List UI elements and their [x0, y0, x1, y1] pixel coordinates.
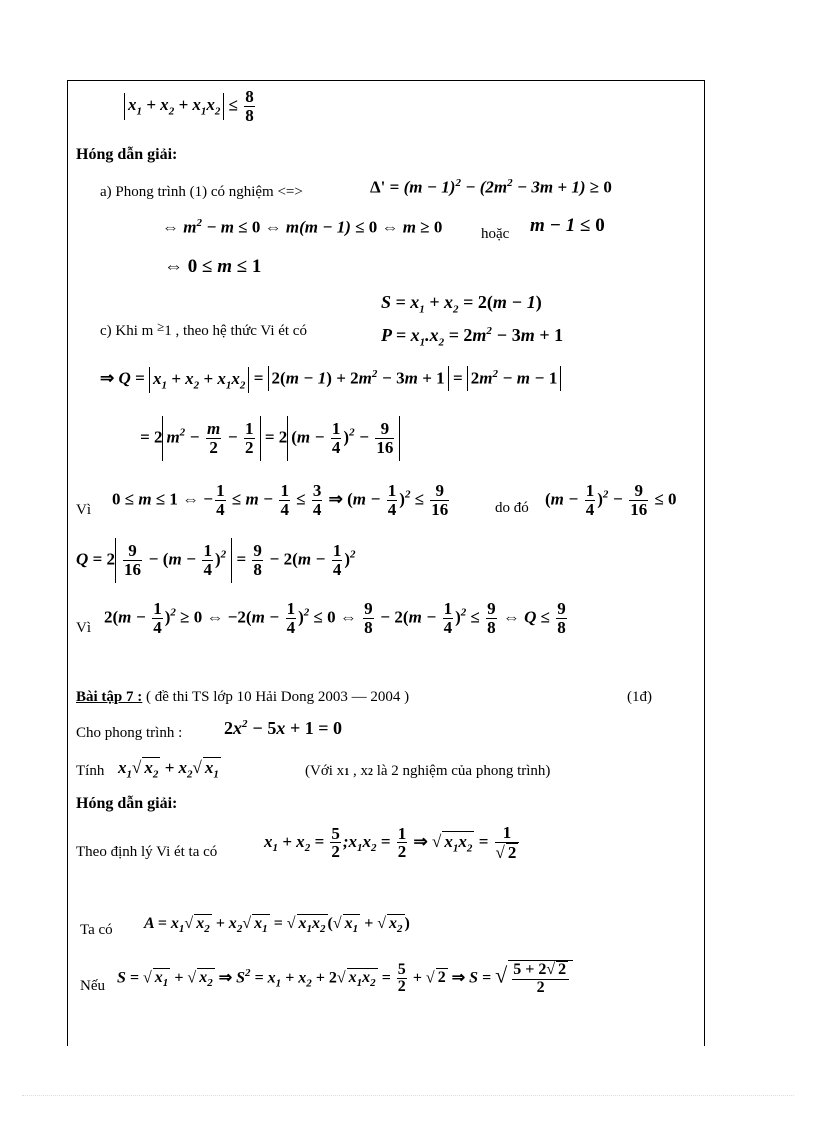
- part-c-intro: c) Khi m ≥1 , theo hệ thức Vi ét có: [100, 319, 307, 339]
- viet-intro: Theo định lý Vi ét ta có: [76, 844, 218, 860]
- word-do-do: do đó: [495, 500, 529, 516]
- sum-formula: $S = x_1 + x_2 = 2(m - 1)$: [381, 292, 542, 316]
- viet-relations: $x_1 + x_2$ = $\frac{5}{2}$ $;x_1x_2$ = $\frac{1}{2}$ ⇒ √ $x_1x_2$ = $\frac{1}{√ 2}$: [264, 824, 521, 862]
- q-expression-line-2: = 2 $m^2$ − $\frac{m}{2}$ − $\frac{1}{2}$ = 2 (m − $\frac{1}{4}$ )$^2$ − $\frac{9}{16}$: [140, 416, 400, 461]
- s-expression: S = √ $x_1$ + √ $x_2$ ⇒ $S^2 = x_1 + x_2 + 2√$ $x_1x_2$ = $\frac{5}{2}$ + √ 2 ⇒ S = √ $\frac{5 + 2√ 2}{2}$: [117, 960, 573, 997]
- exercise7-note: (Với x1 , x2 là 2 nghiệm của phong trình): [305, 763, 551, 779]
- page-footer-divider: [22, 1095, 794, 1096]
- discriminant-formula: $\Delta' = (m - 1)^2 - (2m^2 - 3m + 1) \ge 0$: [370, 177, 612, 197]
- exercise7-given: Cho phong trình :: [76, 725, 183, 741]
- final-chain: 2(m − $\frac{1}{4}$ )$^2$ ≥ 0 ⇔ −2(m − $\frac{1}{4}$ )$^2$ ≤ 0 ⇔ $\frac{9}{8}$ − 2(m − $\frac{1}{4}$ )$^2$ ≤ $\frac{9}{8}$ ⇔ Q ≤ $\frac{9}{8}$: [104, 599, 566, 637]
- exercise7-title: Bài tập 7 : ( đề thi TS lớp 10 Hải Dong 2003 — 2004 ): [76, 689, 410, 705]
- a-expression: $A = x_1√$ $x_2 + x_2√$ $x_1$ = √ $x_1x_2$ (√ $x_1$ + √ $x_2$ ): [144, 915, 410, 936]
- product-formula: $P = x_1.x_2 = 2m^2 - 3m + 1$: [381, 325, 564, 349]
- inequality-q-bound: $x_1 + x_2 + x_1x_2$ ≤ $\frac{8}{8}$: [124, 88, 257, 125]
- word-vi-1: Vì: [76, 502, 91, 518]
- derived-inequality: (m − $\frac{1}{4}$ )$^2$ − $\frac{9}{16}$ ≤ 0: [545, 481, 677, 519]
- word-or: hoặc: [481, 226, 510, 242]
- word-vi-2: Vì: [76, 620, 91, 636]
- equivalence-line-1: ⇔ $m^2 - m \le 0$ ⇔ m(m − 1) ≤ 0 ⇔ m ≥ 0: [162, 217, 443, 237]
- exercise7-points: (1đ): [627, 689, 652, 705]
- condition-m-minus-1: m − 1 ≤ 0: [530, 215, 605, 236]
- part-a-intro: a) Phong trình (1) có nghiệm <=>: [100, 184, 303, 200]
- neu: Nếu: [80, 978, 105, 994]
- target-expression: $x_1√$ $x_2 + x_2√$ $x_1$: [118, 758, 219, 781]
- range-implication: 0 ≤ m ≤ 1 ⇔ − $\frac{1}{4}$ ≤ m − $\frac{1}{4}$ ≤ $\frac{3}{4}$ ⇒ (m − $\frac{1}{4}$ )$^2$ ≤ $\frac{9}{16}$: [112, 481, 449, 519]
- equivalence-line-2: ⇔ 0 ≤ m ≤ 1: [164, 256, 262, 277]
- ta-co: Ta có: [80, 922, 113, 938]
- q-expression-line-1: ⇒ $Q = x_1 + x_2 + x_1x_2 = 2(m - 1) + 2m^2 - 3m + 1 = 2m^2 - m - 1$: [100, 366, 561, 393]
- exercise7-compute: Tính: [76, 763, 105, 779]
- quadratic-equation: $2x^2 - 5x + 1 = 0$: [224, 718, 342, 738]
- q-simplified: Q = 2 $\frac{9}{16}$ − (m − $\frac{1}{4}$ )$^2$ = $\frac{9}{8}$ − 2(m − $\frac{1}{4}$ )$^2$: [76, 538, 356, 583]
- solution-heading-1: Hóng dẫn giải:: [76, 146, 178, 163]
- solution-heading-2: Hóng dẫn giải:: [76, 795, 178, 812]
